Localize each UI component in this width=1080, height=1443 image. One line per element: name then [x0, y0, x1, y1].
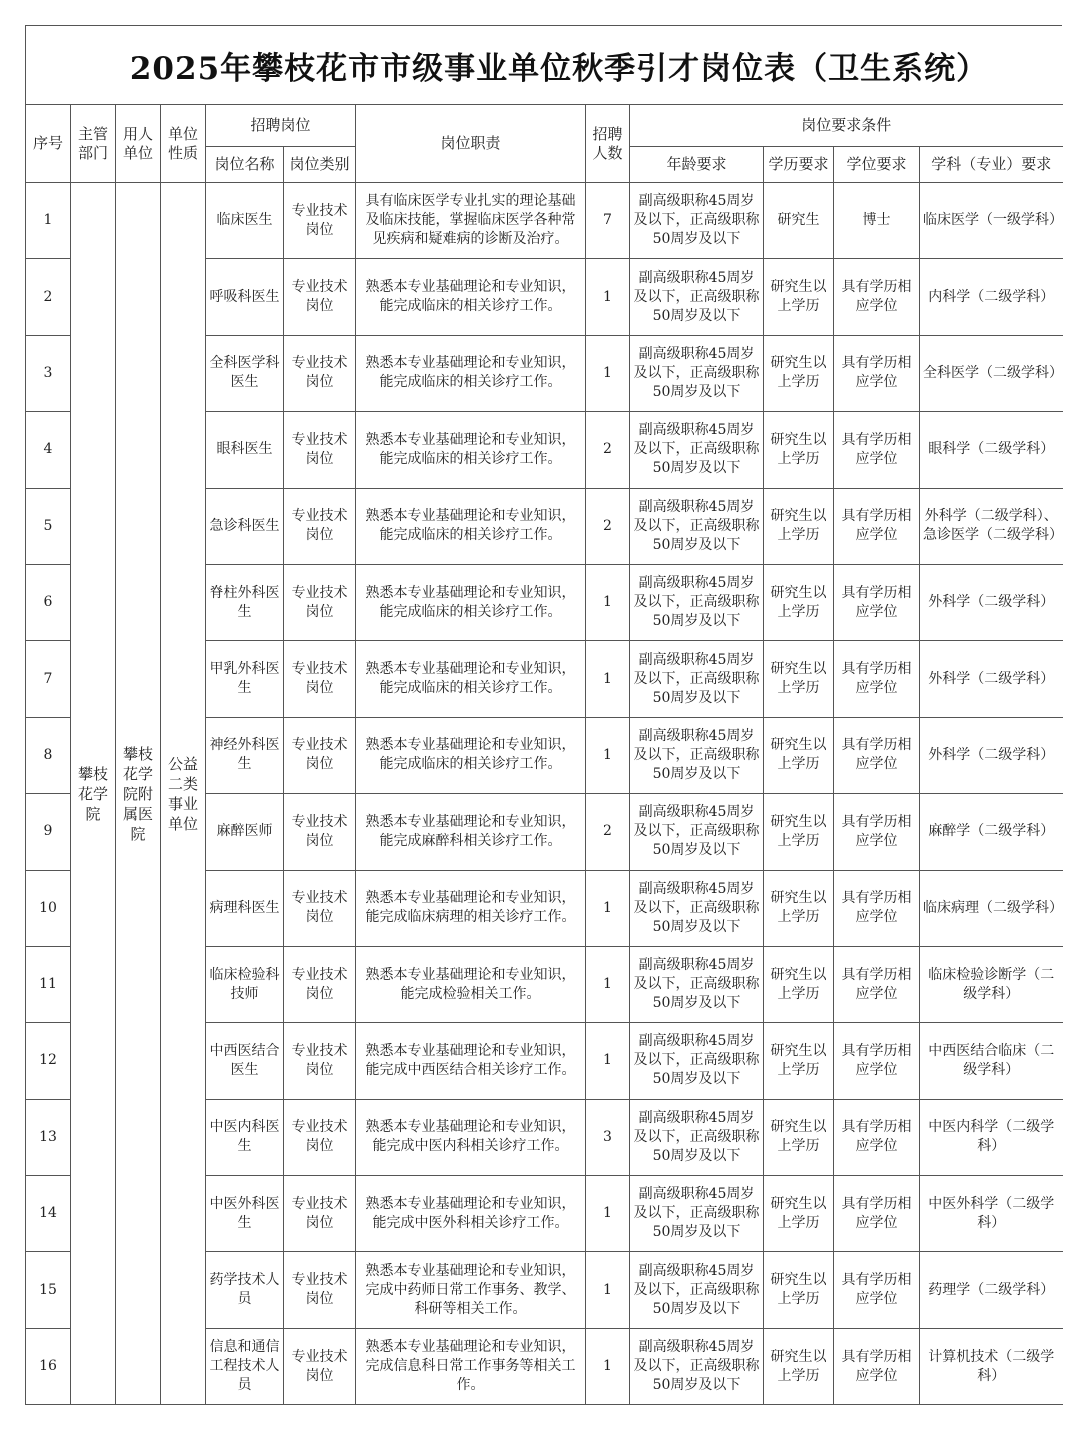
- cell-age: 副高级职称45周岁及以下，正高级职称50周岁及以下: [630, 641, 764, 717]
- cell-age: 副高级职称45周岁及以下，正高级职称50周岁及以下: [630, 946, 764, 1022]
- cell-education: 研究生以上学历: [764, 488, 834, 564]
- positions-table: [25, 104, 1063, 1405]
- title-row: [25, 25, 1062, 104]
- cell-position-name: 临床医生: [206, 183, 284, 259]
- cell-education: 研究生以上学历: [764, 412, 834, 488]
- cell-duty: 熟悉本专业基础理论和专业知识，完成中药师日常工作事务、教学、科研等相关工作。: [356, 1252, 586, 1328]
- cell-degree: 具有学历相应学位: [834, 259, 920, 335]
- cell-age: 副高级职称45周岁及以下，正高级职称50周岁及以下: [630, 1328, 764, 1404]
- cell-education: 研究生以上学历: [764, 1099, 834, 1175]
- cell-education: 研究生以上学历: [764, 259, 834, 335]
- cell-seq: 8: [26, 717, 71, 793]
- cell-count: 1: [586, 641, 630, 717]
- cell-count: 1: [586, 870, 630, 946]
- cell-position-type: 专业技术岗位: [284, 412, 356, 488]
- cell-duty: 熟悉本专业基础理论和专业知识，完成信息科日常工作事务等相关工作。: [356, 1328, 586, 1404]
- cell-age: 副高级职称45周岁及以下，正高级职称50周岁及以下: [630, 717, 764, 793]
- cell-position-type: 专业技术岗位: [284, 1252, 356, 1328]
- cell-position-type: 专业技术岗位: [284, 488, 356, 564]
- cell-age: 副高级职称45周岁及以下，正高级职称50周岁及以下: [630, 1099, 764, 1175]
- cell-position-name: 临床检验科技师: [206, 946, 284, 1022]
- cell-age: 副高级职称45周岁及以下，正高级职称50周岁及以下: [630, 870, 764, 946]
- cell-duty: 熟悉本专业基础理论和专业知识，能完成麻醉科相关诊疗工作。: [356, 794, 586, 870]
- cell-duty: 熟悉本专业基础理论和专业知识，能完成临床的相关诊疗工作。: [356, 335, 586, 411]
- cell-seq: 3: [26, 335, 71, 411]
- cell-major: 中医外科学（二级学科）: [920, 1176, 1063, 1252]
- cell-duty: 熟悉本专业基础理论和专业知识，能完成中医内科相关诊疗工作。: [356, 1099, 586, 1175]
- cell-position-type: 专业技术岗位: [284, 1023, 356, 1099]
- cell-count: 1: [586, 335, 630, 411]
- cell-major: 药理学（二级学科）: [920, 1252, 1063, 1328]
- cell-degree: 具有学历相应学位: [834, 1328, 920, 1404]
- cell-count: 1: [586, 1023, 630, 1099]
- cell-seq: 5: [26, 488, 71, 564]
- cell-degree: 具有学历相应学位: [834, 1252, 920, 1328]
- cell-duty: 熟悉本专业基础理论和专业知识，能完成临床的相关诊疗工作。: [356, 641, 586, 717]
- cell-count: 7: [586, 183, 630, 259]
- header-duty: 岗位职责: [356, 105, 586, 183]
- cell-position-name: 甲乳外科医生: [206, 641, 284, 717]
- document-page: [25, 25, 1062, 1405]
- cell-position-type: 专业技术岗位: [284, 717, 356, 793]
- cell-duty: 熟悉本专业基础理论和专业知识，能完成临床的相关诊疗工作。: [356, 717, 586, 793]
- header-employer: 用人单位: [116, 105, 161, 183]
- cell-education: 研究生以上学历: [764, 946, 834, 1022]
- cell-degree: 具有学历相应学位: [834, 335, 920, 411]
- cell-duty: 熟悉本专业基础理论和专业知识，能完成中医外科相关诊疗工作。: [356, 1176, 586, 1252]
- header-dept: 主管部门: [71, 105, 116, 183]
- cell-education: 研究生以上学历: [764, 794, 834, 870]
- cell-seq: 9: [26, 794, 71, 870]
- cell-major: 麻醉学（二级学科）: [920, 794, 1063, 870]
- cell-position-type: 专业技术岗位: [284, 1099, 356, 1175]
- cell-position-type: 专业技术岗位: [284, 259, 356, 335]
- cell-age: 副高级职称45周岁及以下，正高级职称50周岁及以下: [630, 488, 764, 564]
- cell-position-name: 脊柱外科医生: [206, 564, 284, 640]
- cell-seq: 10: [26, 870, 71, 946]
- cell-duty: 熟悉本专业基础理论和专业知识，能完成临床的相关诊疗工作。: [356, 564, 586, 640]
- cell-education: 研究生以上学历: [764, 717, 834, 793]
- cell-degree: 具有学历相应学位: [834, 412, 920, 488]
- cell-major: 临床病理（二级学科）: [920, 870, 1063, 946]
- cell-dept-merged: 攀枝花学院: [71, 183, 116, 1405]
- header-position-type: 岗位类别: [284, 147, 356, 183]
- header-count: 招聘人数: [586, 105, 630, 183]
- cell-position-type: 专业技术岗位: [284, 1328, 356, 1404]
- header-major: 学科（专业）要求: [920, 147, 1063, 183]
- cell-count: 1: [586, 946, 630, 1022]
- cell-degree: 具有学历相应学位: [834, 1176, 920, 1252]
- cell-count: 2: [586, 794, 630, 870]
- cell-seq: 12: [26, 1023, 71, 1099]
- cell-major: 内科学（二级学科）: [920, 259, 1063, 335]
- cell-duty: 熟悉本专业基础理论和专业知识，能完成检验相关工作。: [356, 946, 586, 1022]
- cell-count: 2: [586, 412, 630, 488]
- cell-major: 外科学（二级学科）、急诊医学（二级学科）: [920, 488, 1063, 564]
- cell-position-name: 中西医结合医生: [206, 1023, 284, 1099]
- cell-seq: 11: [26, 946, 71, 1022]
- cell-position-type: 专业技术岗位: [284, 564, 356, 640]
- page-title: 2025年攀枝花市市级事业单位秋季引才岗位表（卫生系统）: [129, 50, 989, 87]
- header-education: 学历要求: [764, 147, 834, 183]
- cell-count: 1: [586, 717, 630, 793]
- cell-position-name: 中医外科医生: [206, 1176, 284, 1252]
- cell-position-name: 麻醉医师: [206, 794, 284, 870]
- cell-age: 副高级职称45周岁及以下，正高级职称50周岁及以下: [630, 794, 764, 870]
- cell-education: 研究生以上学历: [764, 564, 834, 640]
- cell-degree: 具有学历相应学位: [834, 1099, 920, 1175]
- cell-position-name: 全科医学科医生: [206, 335, 284, 411]
- cell-position-type: 专业技术岗位: [284, 641, 356, 717]
- cell-age: 副高级职称45周岁及以下，正高级职称50周岁及以下: [630, 412, 764, 488]
- cell-degree: 具有学历相应学位: [834, 641, 920, 717]
- cell-duty: 具有临床医学专业扎实的理论基础及临床技能，掌握临床医学各种常见疾病和疑难病的诊断及治疗。: [356, 183, 586, 259]
- cell-duty: 熟悉本专业基础理论和专业知识，能完成临床的相关诊疗工作。: [356, 412, 586, 488]
- cell-age: 副高级职称45周岁及以下，正高级职称50周岁及以下: [630, 564, 764, 640]
- cell-employer-merged: 攀枝花学院附属医院: [116, 183, 161, 1405]
- cell-seq: 7: [26, 641, 71, 717]
- cell-education: 研究生以上学历: [764, 1252, 834, 1328]
- cell-degree: 具有学历相应学位: [834, 794, 920, 870]
- header-position-group: 招聘岗位: [206, 105, 356, 147]
- cell-seq: 13: [26, 1099, 71, 1175]
- cell-count: 1: [586, 564, 630, 640]
- header-position-name: 岗位名称: [206, 147, 284, 183]
- cell-position-name: 神经外科医生: [206, 717, 284, 793]
- cell-degree: 具有学历相应学位: [834, 717, 920, 793]
- table-body: [26, 183, 1063, 1405]
- cell-position-type: 专业技术岗位: [284, 870, 356, 946]
- cell-position-type: 专业技术岗位: [284, 1176, 356, 1252]
- header-degree: 学位要求: [834, 147, 920, 183]
- cell-degree: 具有学历相应学位: [834, 946, 920, 1022]
- cell-count: 3: [586, 1099, 630, 1175]
- header-requirements-group: 岗位要求条件: [630, 105, 1063, 147]
- cell-age: 副高级职称45周岁及以下，正高级职称50周岁及以下: [630, 183, 764, 259]
- cell-age: 副高级职称45周岁及以下，正高级职称50周岁及以下: [630, 1176, 764, 1252]
- cell-position-name: 呼吸科医生: [206, 259, 284, 335]
- cell-position-type: 专业技术岗位: [284, 794, 356, 870]
- cell-count: 1: [586, 1328, 630, 1404]
- cell-position-name: 眼科医生: [206, 412, 284, 488]
- cell-position-name: 病理科医生: [206, 870, 284, 946]
- cell-major: 眼科学（二级学科）: [920, 412, 1063, 488]
- cell-degree: 具有学历相应学位: [834, 1023, 920, 1099]
- cell-seq: 16: [26, 1328, 71, 1404]
- cell-duty: 熟悉本专业基础理论和专业知识，能完成中西医结合相关诊疗工作。: [356, 1023, 586, 1099]
- cell-count: 1: [586, 1252, 630, 1328]
- cell-major: 临床检验诊断学（二级学科）: [920, 946, 1063, 1022]
- cell-age: 副高级职称45周岁及以下，正高级职称50周岁及以下: [630, 259, 764, 335]
- cell-position-name: 中医内科医生: [206, 1099, 284, 1175]
- cell-nature-merged: 公益二类事业单位: [161, 183, 206, 1405]
- cell-seq: 14: [26, 1176, 71, 1252]
- cell-count: 2: [586, 488, 630, 564]
- cell-age: 副高级职称45周岁及以下，正高级职称50周岁及以下: [630, 1252, 764, 1328]
- cell-position-name: 急诊科医生: [206, 488, 284, 564]
- cell-position-type: 专业技术岗位: [284, 335, 356, 411]
- cell-major: 外科学（二级学科）: [920, 564, 1063, 640]
- cell-major: 外科学（二级学科）: [920, 717, 1063, 793]
- cell-duty: 熟悉本专业基础理论和专业知识，能完成临床病理的相关诊疗工作。: [356, 870, 586, 946]
- cell-degree: 具有学历相应学位: [834, 870, 920, 946]
- header-seq: 序号: [26, 105, 71, 183]
- cell-age: 副高级职称45周岁及以下，正高级职称50周岁及以下: [630, 1023, 764, 1099]
- cell-major: 全科医学（二级学科）: [920, 335, 1063, 411]
- cell-duty: 熟悉本专业基础理论和专业知识，能完成临床的相关诊疗工作。: [356, 488, 586, 564]
- cell-count: 1: [586, 259, 630, 335]
- cell-degree: 博士: [834, 183, 920, 259]
- cell-position-type: 专业技术岗位: [284, 183, 356, 259]
- cell-seq: 4: [26, 412, 71, 488]
- cell-position-name: 药学技术人员: [206, 1252, 284, 1328]
- cell-position-name: 信息和通信工程技术人员: [206, 1328, 284, 1404]
- cell-education: 研究生以上学历: [764, 1023, 834, 1099]
- cell-duty: 熟悉本专业基础理论和专业知识，能完成临床的相关诊疗工作。: [356, 259, 586, 335]
- cell-education: 研究生以上学历: [764, 1328, 834, 1404]
- cell-education: 研究生以上学历: [764, 335, 834, 411]
- cell-education: 研究生以上学历: [764, 870, 834, 946]
- cell-education: 研究生以上学历: [764, 1176, 834, 1252]
- cell-education: 研究生: [764, 183, 834, 259]
- cell-age: 副高级职称45周岁及以下，正高级职称50周岁及以下: [630, 335, 764, 411]
- cell-count: 1: [586, 1176, 630, 1252]
- cell-seq: 15: [26, 1252, 71, 1328]
- cell-major: 计算机技术（二级学科）: [920, 1328, 1063, 1404]
- cell-position-type: 专业技术岗位: [284, 946, 356, 1022]
- header-age: 年龄要求: [630, 147, 764, 183]
- cell-degree: 具有学历相应学位: [834, 564, 920, 640]
- cell-seq: 2: [26, 259, 71, 335]
- cell-major: 中西医结合临床（二级学科）: [920, 1023, 1063, 1099]
- cell-major: 临床医学（一级学科）: [920, 183, 1063, 259]
- cell-seq: 6: [26, 564, 71, 640]
- cell-education: 研究生以上学历: [764, 641, 834, 717]
- cell-major: 外科学（二级学科）: [920, 641, 1063, 717]
- header-row-1: [26, 105, 1063, 147]
- cell-seq: 1: [26, 183, 71, 259]
- table-row: [26, 183, 1063, 259]
- cell-degree: 具有学历相应学位: [834, 488, 920, 564]
- cell-major: 中医内科学（二级学科）: [920, 1099, 1063, 1175]
- header-nature: 单位性质: [161, 105, 206, 183]
